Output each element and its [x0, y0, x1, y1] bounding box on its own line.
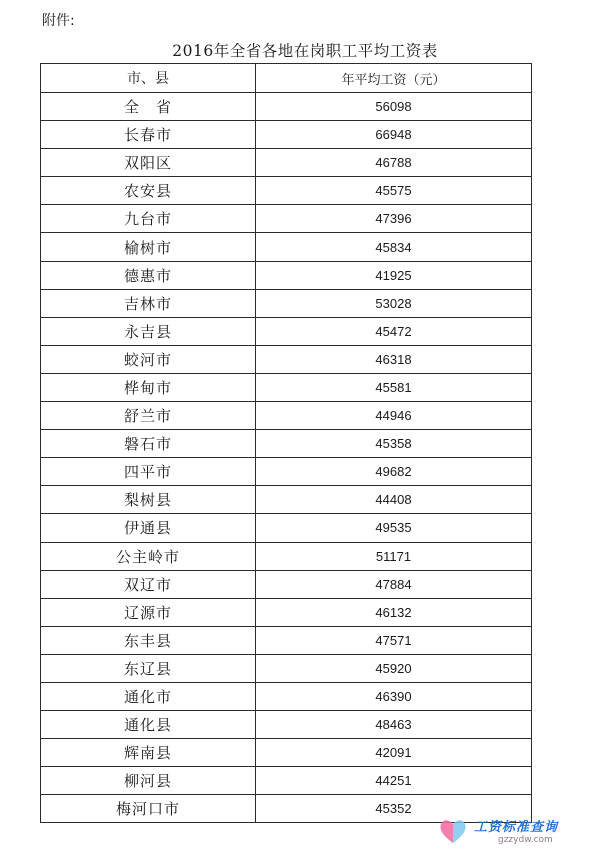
- wage-value-cell: 45575: [256, 177, 532, 205]
- watermark-url: gzzydw.com: [498, 835, 553, 845]
- wage-value-cell: 56098: [256, 93, 532, 121]
- document-title: 2016年全省各地在岗职工平均工资表: [172, 42, 438, 60]
- site-watermark: [438, 815, 604, 849]
- table-row: [41, 317, 532, 345]
- region-cell: 全 省: [41, 93, 256, 121]
- table-row: [41, 205, 532, 233]
- region-cell: 公主岭市: [41, 542, 256, 570]
- region-cell: 吉林市: [41, 289, 256, 317]
- header-average-wage: 年平均工资（元）: [256, 64, 532, 93]
- table-row: [41, 121, 532, 149]
- wage-value-cell: 46788: [256, 149, 532, 177]
- wage-value-cell: 46390: [256, 682, 532, 710]
- wage-value-cell: 46132: [256, 598, 532, 626]
- watermark-text: 工资标准查询: [474, 820, 559, 835]
- wage-value-cell: 44946: [256, 402, 532, 430]
- region-cell: 通化市: [41, 682, 256, 710]
- table-row: [41, 233, 532, 261]
- region-cell: 伊通县: [41, 514, 256, 542]
- wage-value-cell: 66948: [256, 121, 532, 149]
- table-row: [41, 598, 532, 626]
- table-row: [41, 177, 532, 205]
- wage-value-cell: 42091: [256, 739, 532, 767]
- table-row: [41, 570, 532, 598]
- table-row: [41, 711, 532, 739]
- wage-value-cell: 45472: [256, 317, 532, 345]
- wage-value-cell: 49682: [256, 458, 532, 486]
- region-cell: 通化县: [41, 711, 256, 739]
- region-cell: 农安县: [41, 177, 256, 205]
- region-cell: 东丰县: [41, 626, 256, 654]
- wage-table: [40, 63, 532, 823]
- region-cell: 蛟河市: [41, 345, 256, 373]
- region-cell: 梨树县: [41, 486, 256, 514]
- region-cell: 长春市: [41, 121, 256, 149]
- wage-value-cell: 44251: [256, 767, 532, 795]
- table-row: [41, 430, 532, 458]
- table-row: [41, 261, 532, 289]
- region-cell: 九台市: [41, 205, 256, 233]
- wage-value-cell: 48463: [256, 711, 532, 739]
- region-cell: 梅河口市: [41, 795, 256, 823]
- wage-value-cell: 49535: [256, 514, 532, 542]
- region-cell: 磐石市: [41, 430, 256, 458]
- attachment-label: 附件:: [42, 13, 75, 29]
- table-body: [41, 93, 532, 823]
- wage-value-cell: 53028: [256, 289, 532, 317]
- region-cell: 榆树市: [41, 233, 256, 261]
- wage-value-cell: 47571: [256, 626, 532, 654]
- wage-value-cell: 46318: [256, 345, 532, 373]
- table-row: [41, 373, 532, 401]
- wage-value-cell: 45352: [256, 795, 532, 823]
- table-row: [41, 767, 532, 795]
- region-cell: 辽源市: [41, 598, 256, 626]
- table-row: [41, 654, 532, 682]
- header-region: 市、县: [41, 64, 256, 93]
- region-cell: 辉南县: [41, 739, 256, 767]
- region-cell: 德惠市: [41, 261, 256, 289]
- table-row: [41, 626, 532, 654]
- wage-value-cell: 44408: [256, 486, 532, 514]
- region-cell: 桦甸市: [41, 373, 256, 401]
- table-row: [41, 682, 532, 710]
- wage-value-cell: 45834: [256, 233, 532, 261]
- region-cell: 东辽县: [41, 654, 256, 682]
- table-header-row: [41, 64, 532, 93]
- wage-value-cell: 41925: [256, 261, 532, 289]
- wage-value-cell: 47396: [256, 205, 532, 233]
- wage-value-cell: 51171: [256, 542, 532, 570]
- table-row: [41, 739, 532, 767]
- wage-value-cell: 45920: [256, 654, 532, 682]
- region-cell: 双辽市: [41, 570, 256, 598]
- table-row: [41, 345, 532, 373]
- region-cell: 舒兰市: [41, 402, 256, 430]
- region-cell: 永吉县: [41, 317, 256, 345]
- table-row: [41, 93, 532, 121]
- table-row: [41, 402, 532, 430]
- wage-value-cell: 45358: [256, 430, 532, 458]
- table-row: [41, 458, 532, 486]
- region-cell: 柳河县: [41, 767, 256, 795]
- region-cell: 四平市: [41, 458, 256, 486]
- table-row: [41, 514, 532, 542]
- table-row: [41, 289, 532, 317]
- region-cell: 双阳区: [41, 149, 256, 177]
- table-row: [41, 149, 532, 177]
- table-row: [41, 486, 532, 514]
- heart-logo-icon: [438, 817, 468, 845]
- wage-value-cell: 45581: [256, 373, 532, 401]
- wage-value-cell: 47884: [256, 570, 532, 598]
- table-row: [41, 542, 532, 570]
